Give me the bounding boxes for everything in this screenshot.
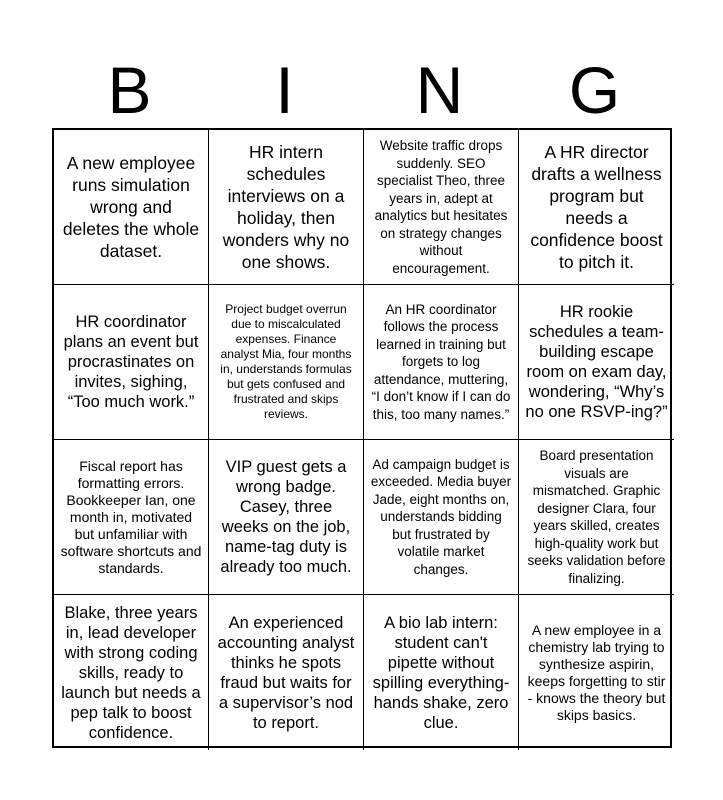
bingo-cell-11[interactable]: Ad campaign budget is exceeded. Media buyer Jade, eight months on, understands bidding but frustrated by volatile market changes. xyxy=(364,440,519,595)
bingo-header xyxy=(52,52,672,128)
header-letter-n: N xyxy=(415,53,464,127)
bingo-grid xyxy=(52,128,672,748)
header-letter-g: G xyxy=(568,53,621,127)
bingo-cell-1[interactable]: A new employee runs simulation wrong and deletes the whole dataset. xyxy=(54,130,209,285)
bingo-cell-6[interactable]: Project budget overrun due to miscalculated expenses. Finance analyst Mia, four months in, understands formulas but gets confused and frustrated and skips reviews. xyxy=(209,285,364,440)
header-letter-i: I xyxy=(275,53,294,127)
bingo-cell-2[interactable]: HR intern schedules interviews on a holiday, then wonders why no one shows. xyxy=(209,130,364,285)
bingo-cell-13[interactable]: Blake, three years in, lead developer with strong coding skills, ready to launch but needs a pep talk to boost confidence. xyxy=(54,595,209,750)
bingo-cell-16[interactable]: A new employee in a chemistry lab trying to synthesize aspirin, keeps forgetting to stir - knows the theory but skips basics. xyxy=(527,621,666,723)
bingo-cell-12[interactable]: Board presentation visuals are mismatched. Graphic designer Clara, four years skilled, creates high-quality work but seeks validation before finalizing. xyxy=(519,440,674,595)
bingo-cell-8[interactable]: HR rookie schedules a team-building escape room on exam day, wondering, “Why’s no one RSVP-ing?” xyxy=(519,285,674,440)
bingo-cell-9[interactable]: Fiscal report has formatting errors. Bookkeeper Ian, one month in, motivated but unfamiliar with software shortcuts and standards. xyxy=(54,440,209,595)
bingo-cell-7[interactable]: An HR coordinator follows the process learned in training but forgets to log attendance, muttering, “I don’t know if I can do this, too many names.” xyxy=(364,285,519,440)
header-letter-b: B xyxy=(107,53,152,127)
bingo-cell-5[interactable]: HR coordinator plans an event but procrastinates on invites, sighing, “Too much work.” xyxy=(54,285,209,440)
bingo-cell-10[interactable]: VIP guest gets a wrong badge. Casey, three weeks on the job, name-tag duty is already too much. xyxy=(209,440,364,595)
bingo-cell-3[interactable]: Website traffic drops suddenly. SEO specialist Theo, three years in, adept at analytics but hesitates on strategy changes without encouragement. xyxy=(364,130,519,285)
bingo-cell-14[interactable]: An experienced accounting analyst thinks he spots fraud but waits for a supervisor’s nod to report. xyxy=(209,595,364,750)
bingo-cell-15[interactable]: A bio lab intern: student can't pipette without spilling everything-hands shake, zero clue. xyxy=(364,595,519,750)
bingo-cell-4[interactable]: A HR director drafts a wellness program but needs a confidence boost to pitch it. xyxy=(519,130,674,285)
